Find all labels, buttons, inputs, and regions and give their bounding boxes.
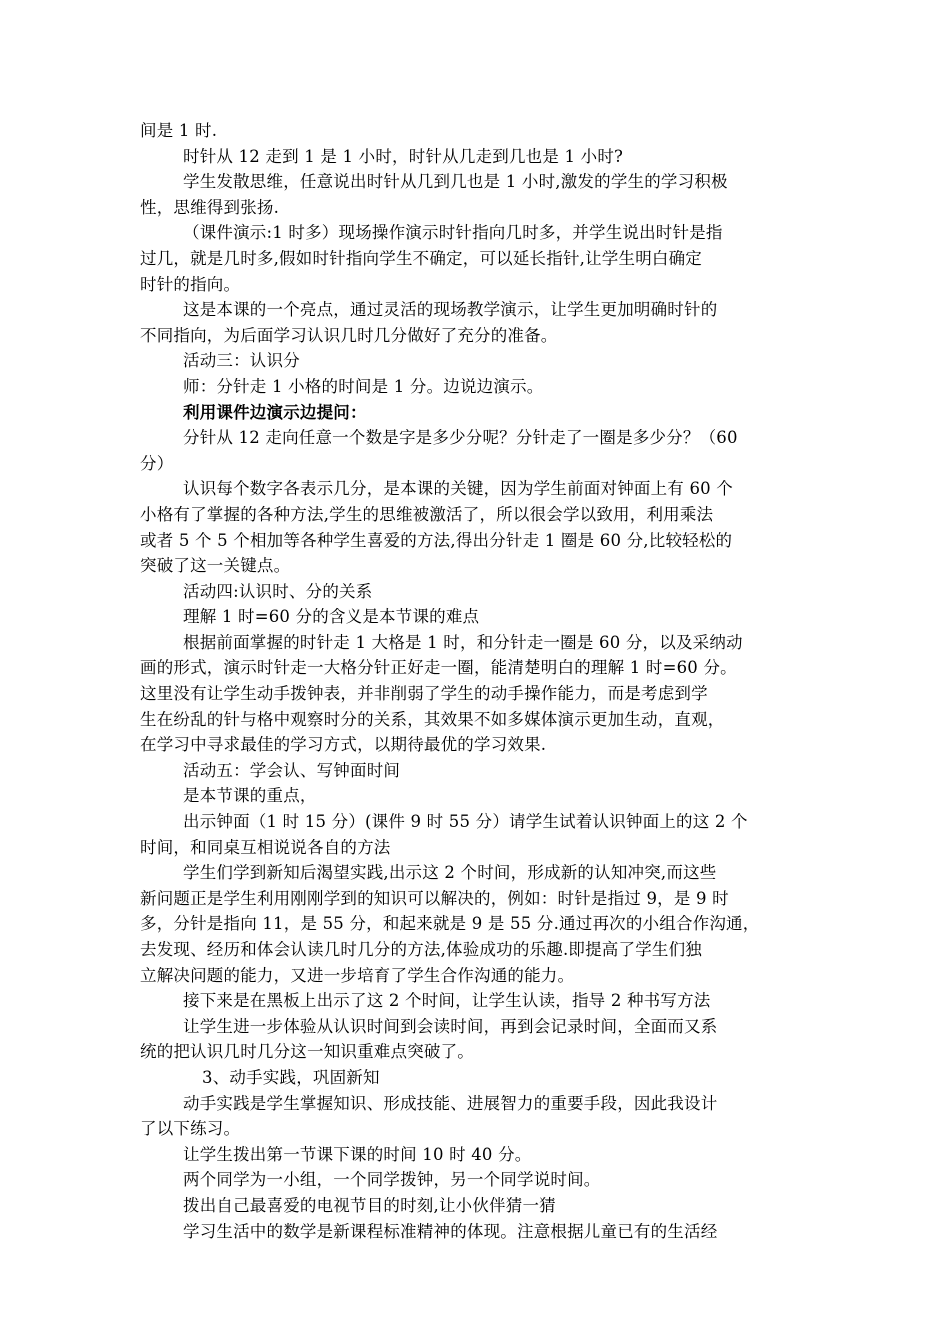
text-line: 是本节课的重点， — [183, 786, 317, 806]
text-line: 时针从 12 走到 1 是 1 小时，时针从几走到几也是 1 小时? — [183, 146, 624, 166]
text-line: 3、动手实践，巩固新知 — [202, 1067, 380, 1087]
text-line: 学生发散思维，任意说出时针从几到几也是 1 小时,激发的学生的学习积极 — [183, 172, 728, 192]
text-line: 或者 5 个 5 个相加等各种学生喜爱的方法,得出分针走 1 圈是 60 分,比较轻松的 — [140, 530, 733, 550]
bold-heading-line: 利用课件边演示边提问： — [183, 402, 367, 422]
text-line: 时针的指向。 — [140, 274, 241, 294]
text-line: 突破了这一关键点。 — [140, 556, 291, 576]
text-line: 这是本课的一个亮点，通过灵活的现场教学演示，让学生更加明确时针的 — [183, 300, 718, 320]
text-line: 学习生活中的数学是新课程标准精神的体现。注意根据儿童已有的生活经 — [183, 1221, 718, 1241]
text-line: 过几，就是几时多,假如时针指向学生不确定，可以延长指针,让学生明白确定 — [140, 248, 702, 268]
text-line: 不同指向，为后面学习认识几时几分做好了充分的准备。 — [140, 325, 558, 345]
text-line: 理解 1 时=60 分的含义是本节课的难点 — [183, 607, 480, 627]
text-line: 了以下练习。 — [140, 1119, 241, 1139]
text-line: 小格有了掌握的各种方法,学生的思维被激活了，所以很会学以致用，利用乘法 — [140, 504, 714, 524]
text-line: 画的形式，演示时针走一大格分针正好走一圈，能清楚明白的理解 1 时=60 分。 — [140, 658, 737, 678]
text-line: 统的把认识几时几分这一知识重难点突破了。 — [140, 1042, 474, 1062]
text-line: 认识每个数字各表示几分，是本课的关键，因为学生前面对钟面上有 60 个 — [183, 479, 733, 499]
text-line: 性，思维得到张扬. — [140, 197, 280, 217]
text-line: 分针从 12 走向任意一个数是字是多少分呢？分针走了一圈是多少分？（60 — [183, 428, 738, 448]
text-line: 生在纷乱的针与格中观察时分的关系，其效果不如多媒体演示更加生动，直观， — [140, 709, 725, 729]
text-line: 新问题正是学生利用刚刚学到的知识可以解决的，例如：时针是指过 9，是 9 时 — [140, 888, 729, 908]
text-line: 去发现、经历和体会认读几时几分的方法,体验成功的乐趣.即提高了学生们独 — [140, 940, 702, 959]
text-line: 间是 1 时. — [140, 121, 218, 140]
text-line: 在学习中寻求最佳的学习方式，以期待最优的学习效果. — [140, 735, 547, 755]
text-line: 时间，和同桌互相说说各自的方法 — [140, 837, 391, 857]
text-line: 活动四:认识时、分的关系 — [183, 581, 373, 601]
text-line: 让学生进一步体验从认识时间到会读时间，再到会记录时间，全面而又系 — [183, 1016, 718, 1036]
text-line: 根据前面掌握的时针走 1 大格是 1 时，和分针走一圈是 60 分，以及采纳动 — [183, 632, 743, 652]
document-page — [140, 118, 812, 1244]
text-line: 这里没有让学生动手拨钟表，并非削弱了学生的动手操作能力，而是考虑到学 — [140, 684, 708, 704]
text-line: 让学生拨出第一节课下课的时间 10 时 40 分。 — [183, 1144, 532, 1164]
text-line: 分） — [140, 453, 174, 473]
text-line: 出示钟面（1 时 15 分）(课件 9 时 55 分）请学生试着认识钟面上的这 2 个 — [183, 812, 748, 832]
text-line: 多，分针是指向 11，是 55 分，和起来就是 9 是 55 分.通过再次的小组合作沟通， — [140, 914, 760, 934]
text-line: 立解决问题的能力，又进一步培育了学生合作沟通的能力。 — [140, 965, 575, 985]
text-line: 两个同学为一小组，一个同学拨钟，另一个同学说时间。 — [183, 1170, 601, 1190]
text-line: （课件演示:1 时多）现场操作演示时针指向几时多，并学生说出时针是指 — [183, 223, 723, 243]
text-line: 接下来是在黑板上出示了这 2 个时间，让学生认读，指导 2 种书写方法 — [183, 991, 711, 1011]
text-line: 师：分针走 1 小格的时间是 1 分。边说边演示。 — [183, 376, 544, 396]
text-line: 学生们学到新知后渴望实践,出示这 2 个时间，形成新的认知冲突,而这些 — [183, 863, 717, 883]
text-line: 拨出自己最喜爱的电视节目的时刻,让小伙伴猜一猜 — [183, 1195, 556, 1215]
text-line: 动手实践是学生掌握知识、形成技能、进展智力的重要手段，因此我设计 — [183, 1093, 718, 1113]
text-line: 活动五：学会认、写钟面时间 — [183, 760, 401, 780]
text-line: 活动三：认识分 — [183, 351, 300, 371]
